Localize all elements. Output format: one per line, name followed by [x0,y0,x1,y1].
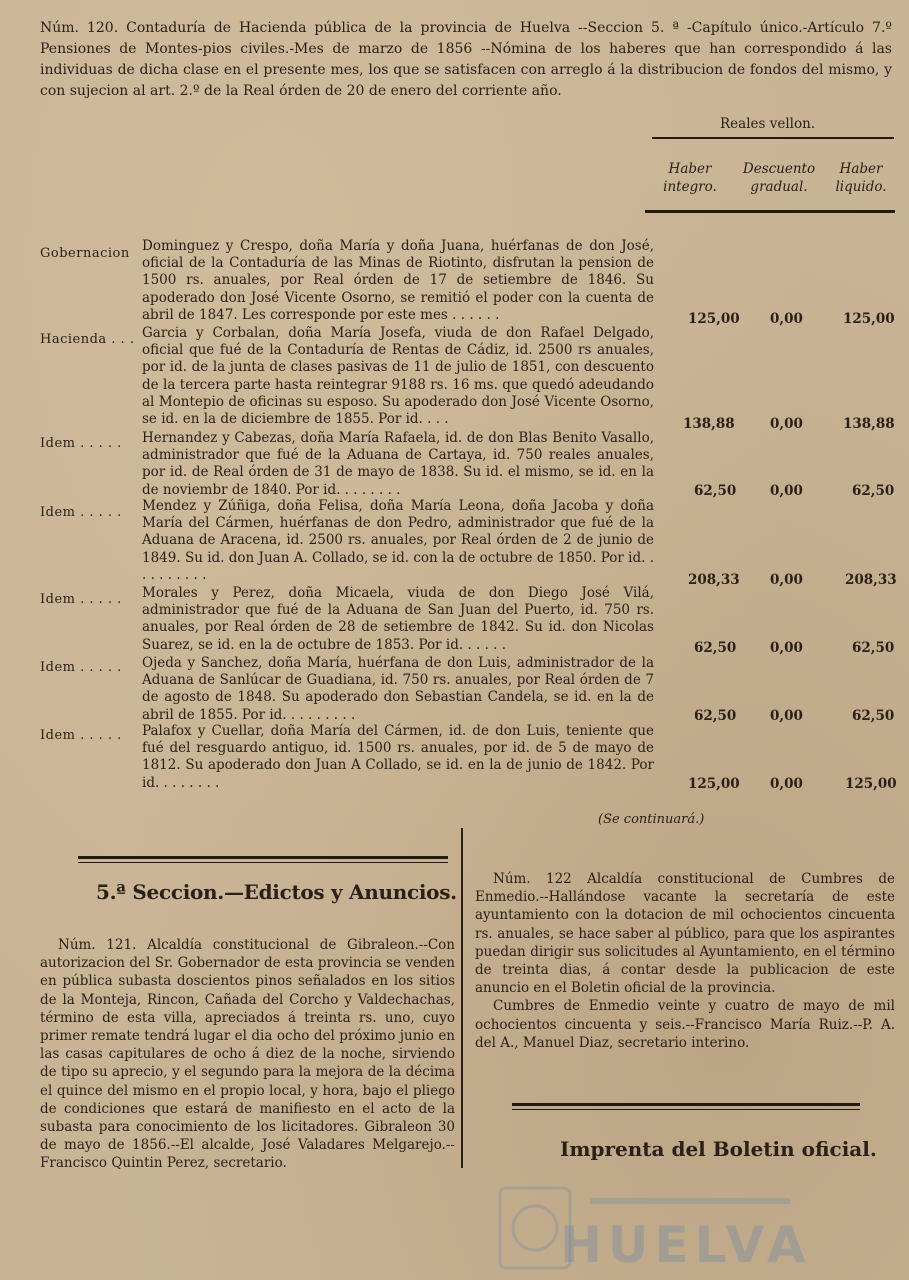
row-text: Palafox y Cuellar, doña María del Cármen, id. de don Luis, teniente que fué del resguardo antiguo, id. 1500 rs. anuales, por id. de 5 de mayo de 1812. Su apoderado don Juan A Collado, se id. en la de junio de 1842. Por id. . . . . . . . [142,723,654,791]
row-liquido: 62,50 [852,640,895,656]
notice-122 [475,870,895,1052]
row-office: Idem . . . . . [40,728,122,743]
row-integro: 125,00 [688,311,740,327]
row-liquido: 125,00 [845,776,897,792]
imprenta-label: Imprenta del Boletin oficial. [560,1137,877,1161]
row-integro: 138,88 [683,416,735,432]
row-liquido: 125,00 [843,311,895,327]
notice-121: Núm. 121. Alcaldía constitucional de Gibraleon.--Con autorizacion del Sr. Gobernador de esta provincia se venden en pública subasta doscientos pinos señalados en los sitios de la Monteja, Rincon, Cañada del Corcho y Valdechachas, término de esta villa, apreciados á treinta rs. uno, cuyo primer remate tendrá lugar el dia ocho del próximo junio en las casas capitulares de ocho á diez de la noche, sirviendo de tipo su aprecio, y el segundo para la mejora de la décima el quince del mismo en el propio local, y hora, bajo el pliego de condiciones que estará de manifiesto en el acto de la subasta para conocimiento de los licitadores. Gibraleon 30 de mayo de 1856.--El alcalde, José Valadares Melgarejo.--Francisco Quintin Perez, secretario. [40,937,455,1172]
row-liquido: 62,50 [852,708,895,724]
row-text: Garcia y Corbalan, doña María Josefa, viuda de don Rafael Delgado, oficial que fué de la Contaduría de Rentas de Cádiz, id. 2500 rs anuales, por id. de la junta de clases pasivas de 11 de julio de 1851, con descuento de la tercera parte hasta reintegrar 9188 rs. 16 ms. que quedó adeudando al Montepio de oficinas su esposo. Su apoderado don José Vicente Osorno, se id. en la de diciembre de 1855. Por id. . . . [142,325,654,428]
notice-122-signature: Cumbres de Enmedio veinte y cuatro de mayo de mil ochocientos cincuenta y seis.--Francisco María Ruiz.--P. A. del A., Manuel Diaz, secretario interino. [475,998,895,1051]
rule-reales [652,137,894,139]
row-integro: 62,50 [694,708,737,724]
row-descuento: 0,00 [770,776,803,792]
row-office: Idem . . . . . [40,660,122,675]
row-integro: 62,50 [694,483,737,499]
row-text: Morales y Perez, doña Micaela, viuda de don Diego José Vilá, administrador que fué de la Aduana de San Juan del Puerto, id. 750 rs. anuales, por Real órden de 28 de setiembre de 1842. Su id. don Nicolas Suarez, se id. en la de octubre de 1853. Por id. . . . . . [142,585,654,653]
row-office: Idem . . . . . [40,436,122,451]
col-descuento-gradual: Descuento gradual. [742,161,816,195]
row-integro: 62,50 [694,640,737,656]
col-haber-liquido: Haber liquido. [835,161,887,195]
seal-text: HUELVA [560,1216,812,1274]
column-divider [461,828,463,1168]
rule-columns [645,210,895,213]
reales-vellon-header: Reales vellon. [720,116,816,132]
continuara-note: (Se continuará.) [598,812,705,827]
rule-section-top-thin [78,862,448,863]
rule-section-top [78,856,448,859]
row-office: Gobernacion [40,246,130,261]
row-office: Idem . . . . . [40,592,122,607]
section-title: 5.ª Seccion.—Edictos y Anuncios. [96,880,457,904]
nomina-header: Núm. 120. Contaduría de Hacienda pública de la provincia de Huelva --Seccion 5. ª -Capítulo único.-Artículo 7.º Pensiones de Montes-pios civiles.-Mes de marzo de 1856 --Nómina de los haberes que han correspondido á las individuas de dicha clase en el presente mes, los que se satisfacen con arreglo á la distribucion de fondos del mismo, y con sujecion al art. 2.º de la Real órden de 20 de enero del corriente año. [40,20,892,99]
row-liquido: 62,50 [852,483,895,499]
row-office: Hacienda . . . [40,332,135,347]
row-descuento: 0,00 [770,311,803,327]
row-text: Mendez y Zúñiga, doña Felisa, doña María Leona, doña Jacoba y doña María del Cármen, huérfanas de don Pedro, administrador que fué de la Aduana de Aracena, id. 2500 rs. anuales, por Real órden de 2 de junio de 1849. Su id. don Juan A. Collado, se id. con la de octubre de 1850. Por id. . . . . . . . . . [142,498,654,583]
row-office: Idem . . . . . [40,505,122,520]
row-descuento: 0,00 [770,708,803,724]
row-descuento: 0,00 [770,572,803,588]
notice-122-body: Núm. 122 Alcaldía constitucional de Cumbres de Enmedio.--Hallándose vacante la secretaría de este ayuntamiento con la dotacion de mil ochocientos cincuenta rs. anuales, se hace saber al público, para que los aspirantes puedan dirigir sus solicitudes al Ayuntamiento, en el término de treinta dias, á contar desde la publicacion de este anuncio en el Boletin oficial de la provincia. [475,871,895,997]
row-text: Hernandez y Cabezas, doña María Rafaela, id. de don Blas Benito Vasallo, administrador que fué de la Aduana de Cartaya, id. 750 reales anuales, por id. de Real órden de 31 de mayo de 1838. Su id. el mismo, se id. en la de noviembr de 1840. Por id. . . . . . . . [142,430,654,498]
row-descuento: 0,00 [770,640,803,656]
row-descuento: 0,00 [770,416,803,432]
rule-imprenta-thin [512,1109,860,1110]
col-haber-integro: Haber integro. [663,161,717,195]
row-liquido: 138,88 [843,416,895,432]
rule-imprenta [512,1103,860,1106]
row-descuento: 0,00 [770,483,803,499]
row-integro: 208,33 [688,572,740,588]
row-liquido: 208,33 [845,572,897,588]
row-text: Ojeda y Sanchez, doña María, huérfana de don Luis, administrador de la Aduana de Sanlúcar de Guadiana, id. 750 rs. anuales, por Real órden de 7 de agosto de 1848. Su apoderado don Sebastian Candela, se id. en la de abril de 1855. Por id. . . . . . . . . [142,655,654,723]
row-integro: 125,00 [688,776,740,792]
row-text: Dominguez y Crespo, doña María y doña Juana, huérfanas de don José, oficial de la Contaduría de las Minas de Riotinto, disfrutan la pension de 1500 rs. anuales, por Real órden de 17 de setiembre de 1846. Su apoderado don José Vicente Osorno, se remitió el poder con la cuenta de abril de 1847. Les corresponde por este mes . . . . . . [142,238,654,323]
